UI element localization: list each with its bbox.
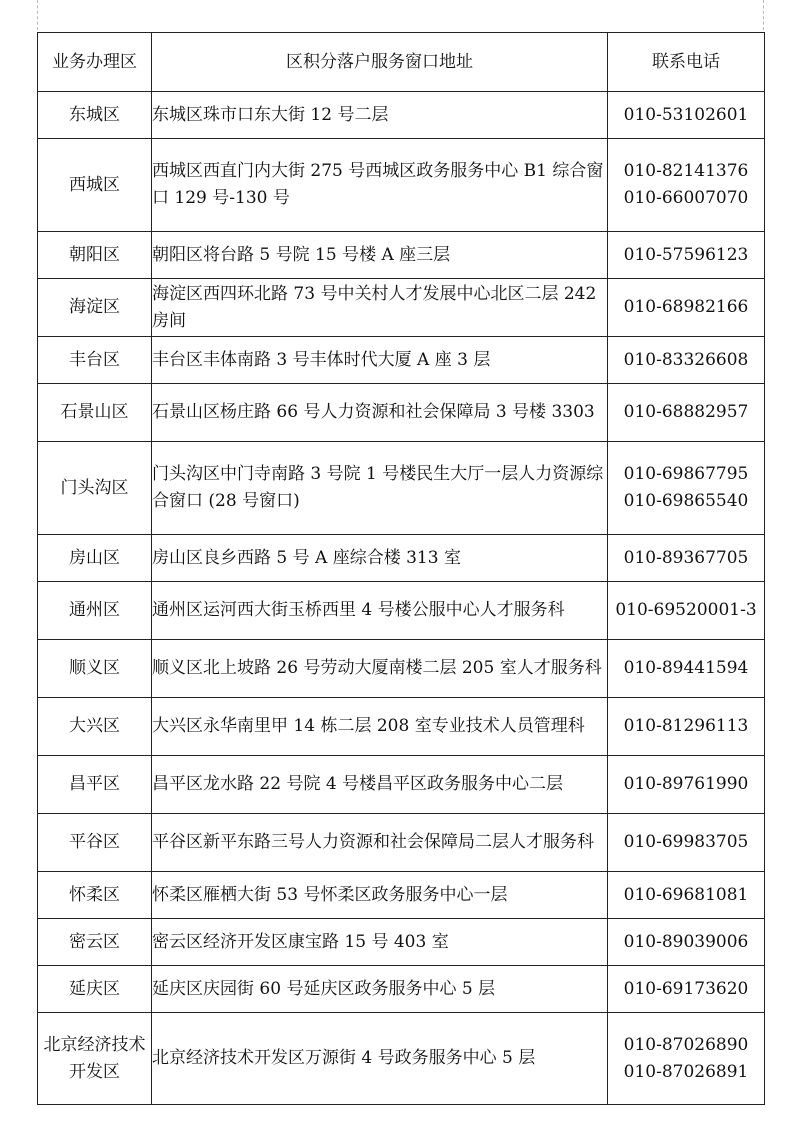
district-cell: 东城区	[38, 92, 152, 139]
district-cell: 丰台区	[38, 337, 152, 384]
phone-cell	[608, 582, 765, 640]
district-cell: 石景山区	[38, 384, 152, 442]
phone-number: 010-69173620	[623, 978, 749, 999]
district-cell: 北京经济技术开发区	[38, 1013, 152, 1105]
phone-cell	[608, 92, 765, 139]
address-cell: 怀柔区雁栖大街 53 号怀柔区政务服务中心一层	[152, 872, 608, 919]
header-district: 业务办理区	[38, 33, 152, 92]
address-cell: 房山区良乡西路 5 号 A 座综合楼 313 室	[152, 535, 608, 582]
district-cell: 密云区	[38, 919, 152, 966]
table-row	[38, 139, 765, 232]
phone-cell	[608, 384, 765, 442]
phone-cell	[608, 756, 765, 814]
table-row	[38, 232, 765, 279]
address-cell: 昌平区龙水路 22 号院 4 号楼昌平区政务服务中心二层	[152, 756, 608, 814]
address-cell: 门头沟区中门寺南路 3 号院 1 号楼民生大厅一层人力资源综合窗口 (28 号窗口)	[152, 442, 608, 535]
table-row	[38, 442, 765, 535]
phone-cell	[608, 872, 765, 919]
district-cell: 延庆区	[38, 966, 152, 1013]
phone-cell	[608, 337, 765, 384]
phone-cell	[608, 1013, 765, 1105]
district-cell: 海淀区	[38, 279, 152, 337]
district-cell: 怀柔区	[38, 872, 152, 919]
table-row	[38, 919, 765, 966]
phone-number: 010-82141376	[623, 161, 749, 181]
address-cell: 海淀区西四环北路 73 号中关村人才发展中心北区二层 242 房间	[152, 279, 608, 337]
phone-cell	[608, 442, 765, 535]
phone-cell	[608, 640, 765, 698]
phone-number: 010-81296113	[623, 716, 749, 736]
header-address: 区积分落户服务窗口地址	[152, 33, 608, 92]
district-cell: 朝阳区	[38, 232, 152, 279]
phone-number: 010-69983705	[623, 832, 749, 852]
phone-cell	[608, 919, 765, 966]
address-cell: 西城区西直门内大街 275 号西城区政务服务中心 B1 综合窗口 129 号-130 号	[152, 139, 608, 232]
district-cell: 大兴区	[38, 698, 152, 756]
page-margin-guide-left	[37, 0, 38, 30]
table-row	[38, 92, 765, 139]
address-cell: 密云区经济开发区康宝路 15 号 403 室	[152, 919, 608, 966]
phone-number: 010-68882957	[623, 402, 749, 422]
table-row	[38, 698, 765, 756]
table-row	[38, 279, 765, 337]
phone-cell	[608, 535, 765, 582]
phone-number: 010-69867795	[623, 464, 749, 484]
phone-number: 010-83326608	[623, 349, 749, 370]
phone-number: 010-69865540	[623, 491, 749, 511]
table-row	[38, 640, 765, 698]
address-cell: 大兴区永华南里甲 14 栋二层 208 室专业技术人员管理科	[152, 698, 608, 756]
address-cell: 朝阳区将台路 5 号院 15 号楼 A 座三层	[152, 232, 608, 279]
district-cell: 房山区	[38, 535, 152, 582]
address-cell: 丰台区丰体南路 3 号丰体时代大厦 A 座 3 层	[152, 337, 608, 384]
address-cell: 延庆区庆园街 60 号延庆区政务服务中心 5 层	[152, 966, 608, 1013]
district-cell: 门头沟区	[38, 442, 152, 535]
phone-number: 010-89039006	[623, 931, 749, 952]
district-cell: 昌平区	[38, 756, 152, 814]
address-cell: 顺义区北上坡路 26 号劳动大厦南楼二层 205 室人才服务科	[152, 640, 608, 698]
address-cell: 通州区运河西大街玉桥西里 4 号楼公服中心人才服务科	[152, 582, 608, 640]
phone-number: 010-89761990	[623, 774, 749, 794]
phone-cell	[608, 698, 765, 756]
table-header-row	[38, 33, 765, 92]
phone-number: 010-89367705	[623, 547, 749, 568]
phone-number: 010-87026891	[623, 1061, 749, 1082]
table-row	[38, 535, 765, 582]
phone-cell	[608, 232, 765, 279]
phone-cell	[608, 279, 765, 337]
address-cell: 平谷区新平东路三号人力资源和社会保障局二层人才服务科	[152, 814, 608, 872]
table-row	[38, 756, 765, 814]
district-cell: 通州区	[38, 582, 152, 640]
address-cell: 东城区珠市口东大街 12 号二层	[152, 92, 608, 139]
table-row	[38, 966, 765, 1013]
table-row	[38, 872, 765, 919]
phone-number: 010-68982166	[623, 297, 749, 317]
phone-number: 010-57596123	[623, 244, 749, 265]
district-cell: 顺义区	[38, 640, 152, 698]
header-phone: 联系电话	[608, 33, 765, 92]
settlement-office-table	[37, 32, 765, 1105]
table-row	[38, 582, 765, 640]
table-body	[38, 92, 765, 1105]
table-row	[38, 814, 765, 872]
page-margin-guide-right	[763, 0, 764, 30]
address-cell: 北京经济技术开发区万源街 4 号政务服务中心 5 层	[152, 1013, 608, 1105]
phone-number: 010-69520001-3	[615, 600, 757, 620]
table-row	[38, 337, 765, 384]
table-row	[38, 384, 765, 442]
phone-cell	[608, 966, 765, 1013]
phone-number: 010-53102601	[623, 104, 749, 125]
phone-number: 010-69681081	[623, 884, 749, 905]
phone-number: 010-87026890	[623, 1034, 749, 1055]
phone-cell	[608, 139, 765, 232]
district-cell: 平谷区	[38, 814, 152, 872]
district-cell: 西城区	[38, 139, 152, 232]
phone-cell	[608, 814, 765, 872]
table-row	[38, 1013, 765, 1105]
phone-number: 010-66007070	[623, 188, 749, 208]
address-cell: 石景山区杨庄路 66 号人力资源和社会保障局 3 号楼 3303	[152, 384, 608, 442]
phone-number: 010-89441594	[623, 658, 749, 678]
